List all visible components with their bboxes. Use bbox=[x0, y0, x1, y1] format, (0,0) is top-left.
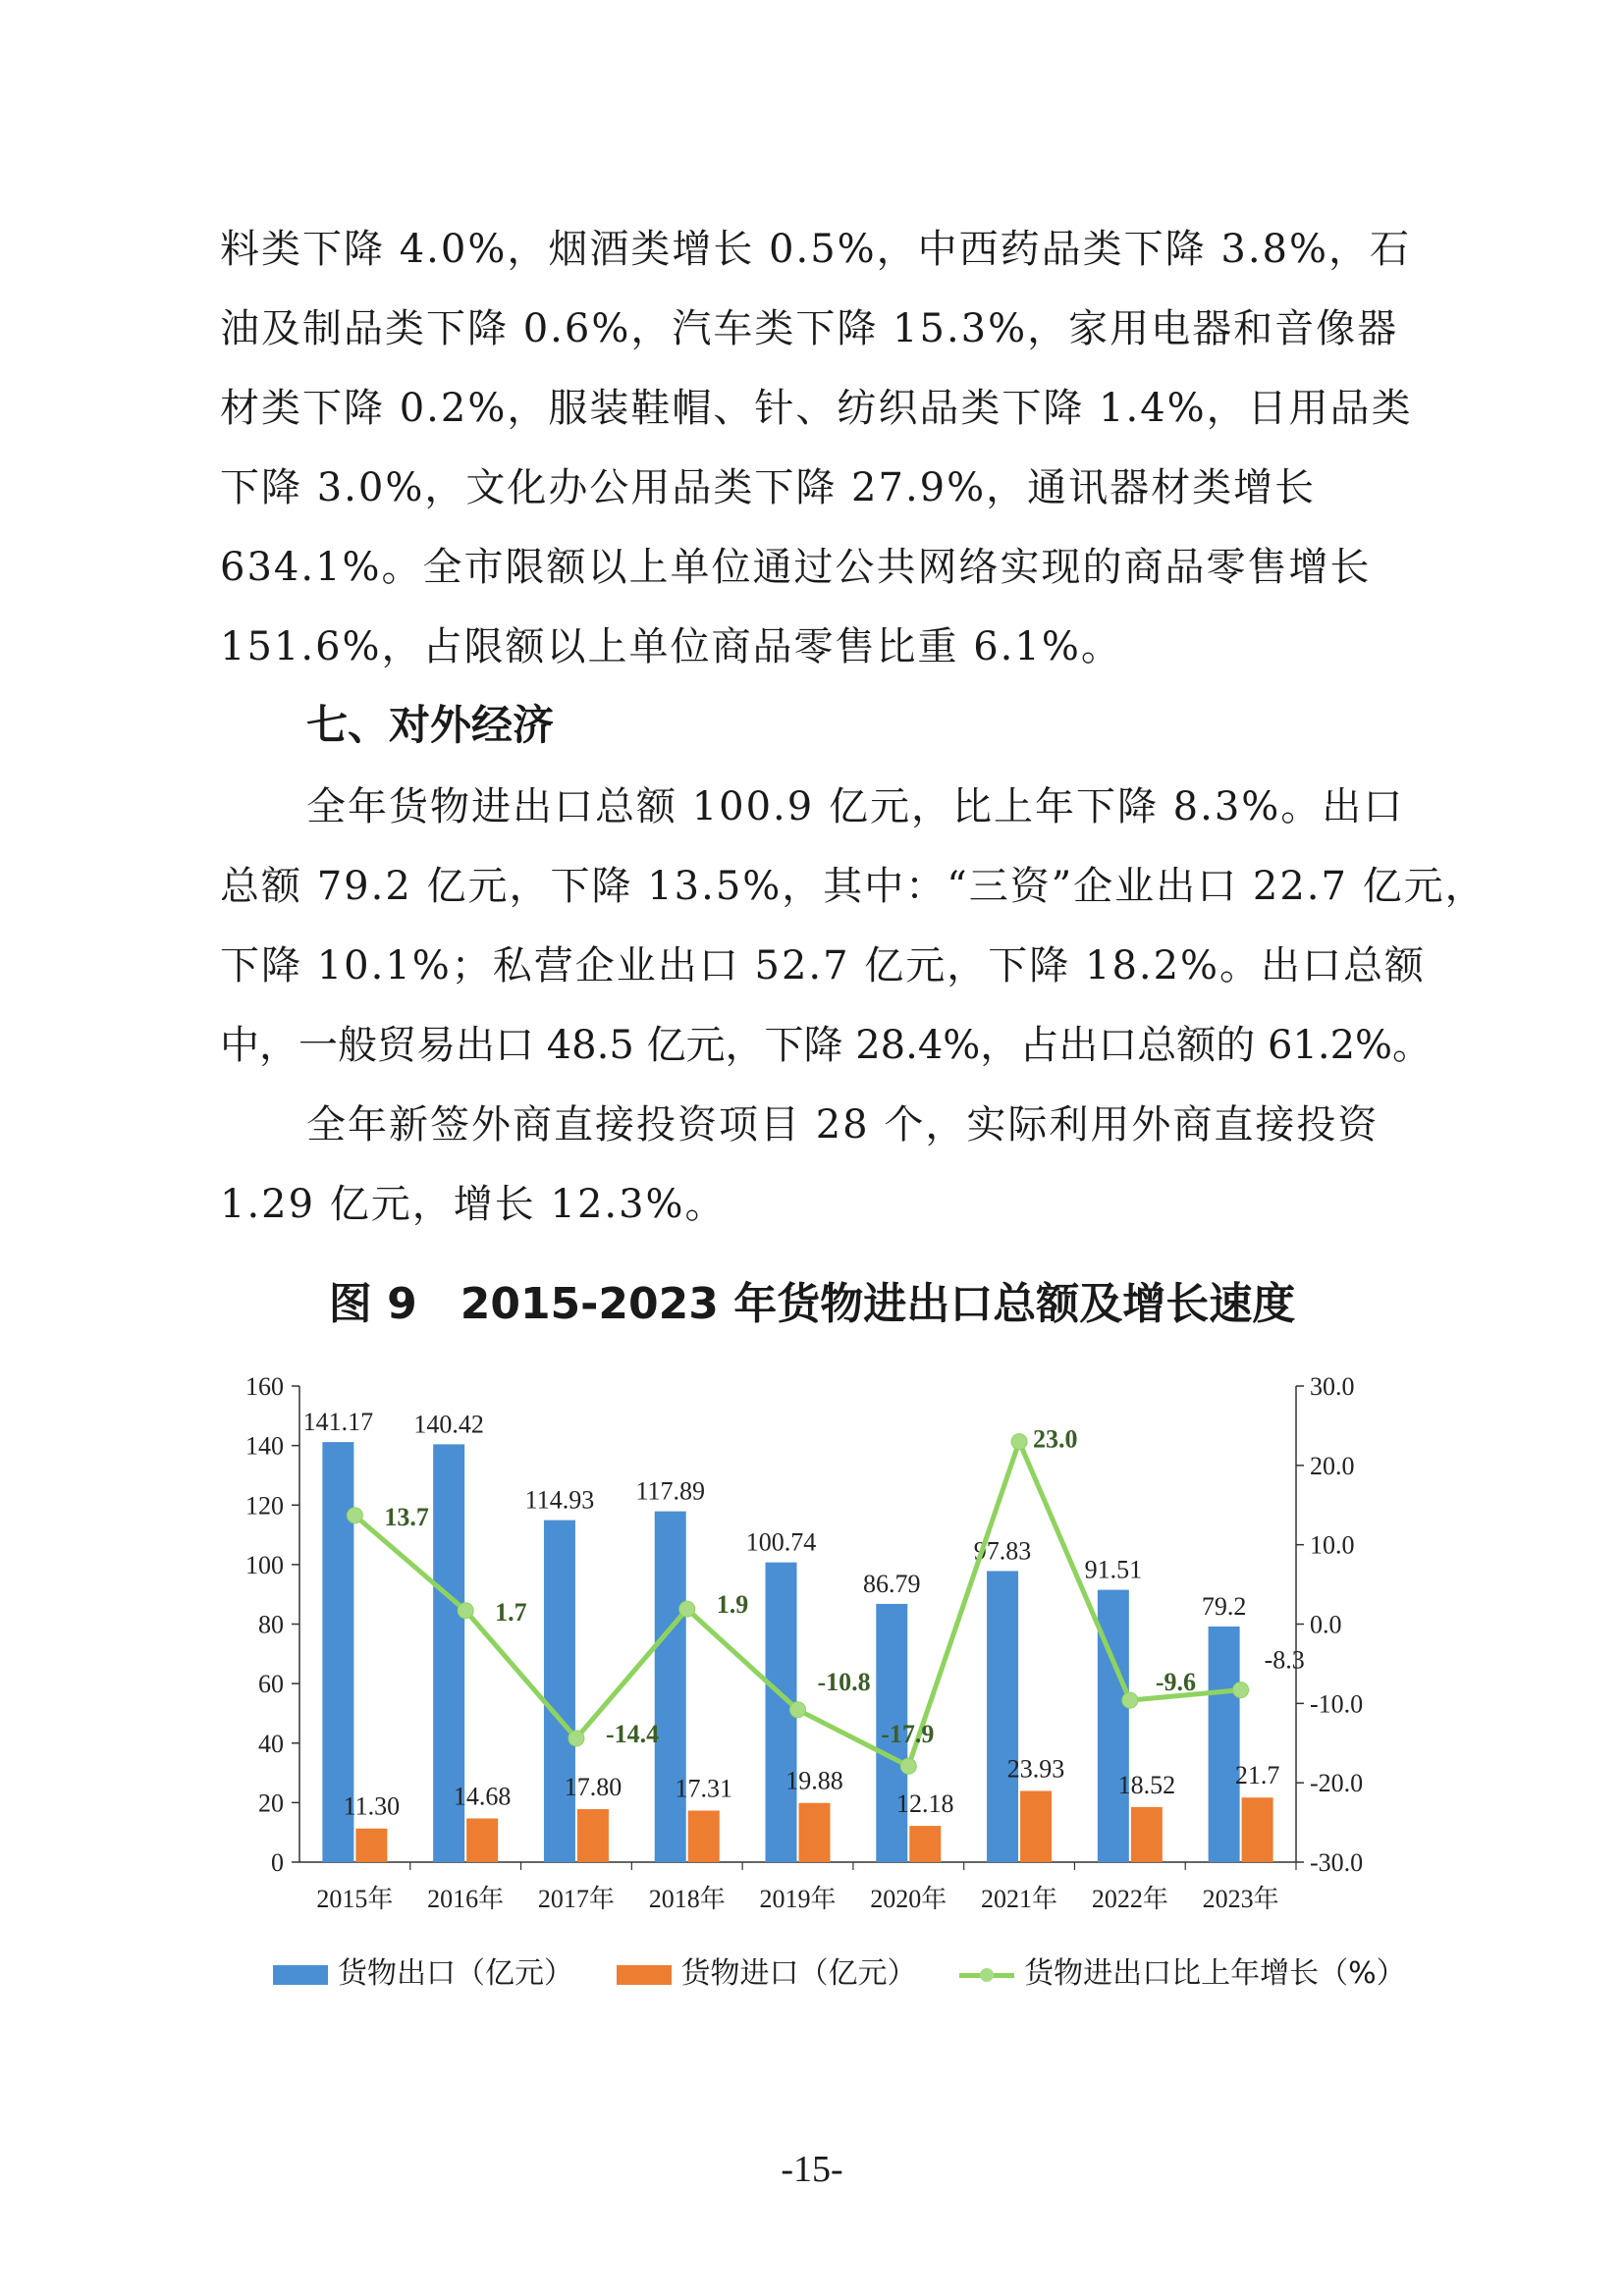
chart-title: 图 9 2015-2023 年货物进出口总额及增长速度 bbox=[328, 1279, 1296, 1329]
import-bar bbox=[355, 1829, 387, 1862]
export-value-label: 141.17 bbox=[302, 1408, 374, 1437]
growth-point bbox=[1011, 1434, 1027, 1450]
growth-point bbox=[679, 1601, 695, 1617]
growth-value-label: 13.7 bbox=[384, 1502, 429, 1531]
import-bar bbox=[909, 1826, 941, 1862]
right-tick-label: 0.0 bbox=[1310, 1610, 1342, 1639]
left-tick-label: 60 bbox=[258, 1670, 284, 1699]
export-value-label: 100.74 bbox=[745, 1527, 817, 1557]
import-bar bbox=[1020, 1790, 1052, 1862]
export-value-label: 140.42 bbox=[413, 1410, 484, 1439]
chart-legend bbox=[273, 1949, 1439, 1992]
import-value-label: 11.30 bbox=[343, 1791, 401, 1821]
right-tick-label: 30.0 bbox=[1310, 1372, 1355, 1401]
text-line: 1.29 亿元，增长 12.3%。 bbox=[220, 1182, 727, 1227]
import-bar bbox=[1131, 1807, 1163, 1862]
import-bar bbox=[466, 1819, 498, 1862]
x-tick-label: 2021年 bbox=[981, 1885, 1058, 1913]
growth-point bbox=[458, 1603, 473, 1619]
growth-point bbox=[347, 1508, 362, 1523]
growth-value-label: -14.4 bbox=[605, 1719, 660, 1748]
legend-import-label: 货物进口（亿元） bbox=[680, 1956, 917, 1991]
left-tick-label: 20 bbox=[258, 1789, 284, 1818]
x-tick-label: 2017年 bbox=[537, 1885, 615, 1913]
legend-export-swatch bbox=[273, 1965, 328, 1985]
export-value-label: 114.93 bbox=[524, 1485, 595, 1515]
import-bar bbox=[688, 1811, 720, 1862]
right-tick-label: 10.0 bbox=[1310, 1530, 1355, 1560]
right-tick-label: -30.0 bbox=[1310, 1848, 1364, 1877]
growth-value-label: 1.9 bbox=[716, 1590, 749, 1620]
growth-point bbox=[900, 1758, 916, 1774]
export-value-label: 97.83 bbox=[973, 1536, 1032, 1566]
x-tick-label: 2016年 bbox=[427, 1885, 505, 1913]
left-tick-label: 160 bbox=[245, 1372, 284, 1401]
x-tick-label: 2015年 bbox=[316, 1885, 394, 1913]
text-line: 油及制品类下降 0.6%，汽车类下降 15.3%，家用电器和音像器 bbox=[220, 306, 1399, 351]
text-line: 全年货物进出口总额 100.9 亿元，比上年下降 8.3%。出口 bbox=[306, 784, 1405, 829]
export-value-label: 79.2 bbox=[1201, 1591, 1247, 1621]
page-number: -15- bbox=[781, 2149, 843, 2190]
growth-point bbox=[1122, 1692, 1138, 1708]
legend-export-label: 货物出口（亿元） bbox=[338, 1956, 573, 1991]
right-tick-label: -20.0 bbox=[1310, 1769, 1364, 1798]
growth-point bbox=[790, 1702, 806, 1718]
import-value-label: 12.18 bbox=[896, 1789, 954, 1819]
x-tick-label: 2019年 bbox=[759, 1885, 837, 1913]
text-line: 634.1%。全市限额以上单位通过公共网络实现的商品零售增长 bbox=[220, 545, 1372, 590]
growth-value-label: -8.3 bbox=[1264, 1645, 1305, 1675]
growth-point bbox=[568, 1731, 584, 1746]
growth-value-label: 1.7 bbox=[495, 1597, 527, 1627]
left-tick-label: 120 bbox=[245, 1491, 284, 1521]
legend-growth-swatch bbox=[959, 1965, 1014, 1985]
import-bar bbox=[577, 1809, 609, 1862]
export-bar bbox=[655, 1512, 686, 1862]
text-line: 材类下降 0.2%，服装鞋帽、针、纺织品类下降 1.4%，日用品类 bbox=[220, 386, 1413, 431]
text-line: 全年新签外商直接投资项目 28 个，实际利用外商直接投资 bbox=[306, 1102, 1380, 1148]
export-value-label: 86.79 bbox=[863, 1569, 921, 1598]
import-value-label: 17.31 bbox=[675, 1774, 732, 1803]
legend-import-swatch bbox=[617, 1965, 672, 1985]
legend-growth-label: 货物进出口比上年增长（%） bbox=[1024, 1956, 1406, 1991]
left-tick-label: 140 bbox=[245, 1431, 284, 1461]
import-bar bbox=[1242, 1797, 1273, 1862]
import-value-label: 19.88 bbox=[785, 1766, 843, 1795]
text-line: 151.6%，占限额以上单位商品零售比重 6.1%。 bbox=[220, 624, 1122, 669]
import-value-label: 14.68 bbox=[453, 1782, 512, 1811]
x-tick-label: 2020年 bbox=[870, 1885, 947, 1913]
section-heading: 七、对外经济 bbox=[306, 701, 555, 749]
growth-value-label: -10.8 bbox=[817, 1667, 871, 1696]
text-line: 中，一般贸易出口 48.5 亿元，下降 28.4%，占出口总额的 61.2%。 bbox=[220, 1023, 1433, 1068]
growth-value-label: 23.0 bbox=[1033, 1424, 1078, 1454]
right-tick-label: -10.0 bbox=[1310, 1689, 1364, 1719]
left-tick-label: 80 bbox=[258, 1610, 284, 1639]
text-line: 总额 79.2 亿元，下降 13.5%，其中：“三资”企业出口 22.7 亿元， bbox=[220, 864, 1487, 909]
legend-import bbox=[617, 1949, 917, 1992]
x-tick-label: 2023年 bbox=[1202, 1885, 1279, 1913]
legend-export bbox=[273, 1949, 573, 1992]
text-line: 下降 3.0%，文化办公用品类下降 27.9%，通讯器材类增长 bbox=[220, 465, 1317, 510]
import-value-label: 21.7 bbox=[1234, 1761, 1280, 1790]
x-tick-label: 2018年 bbox=[648, 1885, 726, 1913]
growth-value-label: -9.6 bbox=[1155, 1668, 1197, 1697]
export-bar bbox=[544, 1521, 575, 1862]
left-tick-label: 40 bbox=[258, 1729, 284, 1758]
import-bar bbox=[799, 1803, 831, 1862]
import-value-label: 23.93 bbox=[1006, 1754, 1065, 1784]
import-value-label: 17.80 bbox=[564, 1773, 623, 1802]
trade-chart bbox=[216, 1355, 1394, 2002]
export-bar bbox=[987, 1571, 1018, 1862]
x-tick-label: 2022年 bbox=[1091, 1885, 1168, 1913]
left-tick-label: 0 bbox=[271, 1848, 284, 1877]
export-value-label: 91.51 bbox=[1084, 1555, 1143, 1584]
growth-value-label: -17.9 bbox=[881, 1720, 935, 1749]
text-line: 料类下降 4.0%，烟酒类增长 0.5%，中西药品类下降 3.8%，石 bbox=[220, 227, 1412, 272]
text-line: 下降 10.1%；私营企业出口 52.7 亿元，下降 18.2%。出口总额 bbox=[220, 943, 1427, 988]
right-tick-label: 20.0 bbox=[1310, 1451, 1355, 1480]
legend-growth bbox=[959, 1949, 1406, 1992]
export-value-label: 117.89 bbox=[635, 1476, 705, 1506]
growth-point bbox=[1233, 1682, 1249, 1698]
import-value-label: 18.52 bbox=[1117, 1770, 1176, 1799]
export-bar bbox=[1209, 1627, 1240, 1862]
left-tick-label: 100 bbox=[245, 1550, 284, 1579]
